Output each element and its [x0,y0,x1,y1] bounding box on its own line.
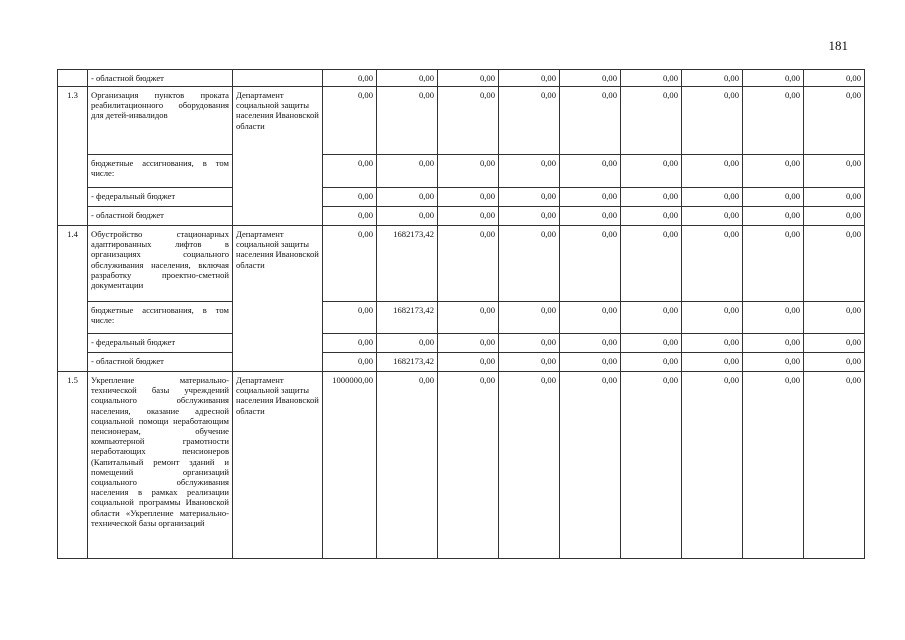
value-cell: 0,00 [804,207,865,226]
value-cell: 0,00 [499,353,560,372]
value-cell: 0,00 [682,372,743,559]
value-cell: 0,00 [743,70,804,87]
value-cell: 0,00 [804,302,865,334]
value-cell: 0,00 [377,372,438,559]
value-cell: 0,00 [438,87,499,155]
table-row [58,155,865,188]
row-department [233,70,323,87]
value-cell: 0,00 [499,226,560,302]
table-row [58,302,865,334]
value-cell: 0,00 [804,226,865,302]
value-cell: 0,00 [499,155,560,188]
value-cell: 0,00 [323,353,377,372]
value-cell: 0,00 [743,87,804,155]
value-cell: 1682173,42 [377,353,438,372]
table-row [58,87,865,155]
value-cell: 0,00 [323,207,377,226]
value-cell: 0,00 [438,155,499,188]
value-cell: 0,00 [499,302,560,334]
value-cell: 0,00 [804,188,865,207]
value-cell: 0,00 [621,372,682,559]
row-department: Департамент социальной защиты населения Ивановской области [233,372,323,559]
row-description: Обустройство стационарных адаптированных лифтов в организациях социального обслуживания населения, включая разработку проектно-сметной документации [88,226,233,302]
value-cell: 0,00 [438,188,499,207]
value-cell: 0,00 [499,87,560,155]
page-number: 181 [828,38,848,53]
value-cell: 0,00 [560,226,621,302]
value-cell: 0,00 [560,334,621,353]
value-cell: 0,00 [804,334,865,353]
value-cell: 0,00 [743,334,804,353]
value-cell: 0,00 [804,372,865,559]
value-cell: 0,00 [682,302,743,334]
row-description: Укрепление материально-технической базы учреждений социального обслуживания населения, оказание адресной социальной помощи неработающим пенсионерам, обучение компьютерной грамотности неработающих пенсионеров (Капитальный ремонт зданий и помещений организаций социального обслуживания населения в рамках реализации социальной программы Ивановской области «Укрепление материально-технической базы организаций [88,372,233,559]
value-cell: 0,00 [323,70,377,87]
value-cell: 0,00 [804,155,865,188]
row-description: - областной бюджет [88,70,233,87]
value-cell: 0,00 [560,70,621,87]
value-cell: 1682173,42 [377,302,438,334]
row-description: - федеральный бюджет [88,334,233,353]
value-cell: 0,00 [743,226,804,302]
row-number-cell: 1.4 [58,226,88,372]
row-department: Департамент социальной защиты населения Ивановской области [233,226,323,372]
value-cell: 0,00 [682,226,743,302]
value-cell: 0,00 [377,155,438,188]
row-number-cell [58,70,88,87]
row-department: Департамент социальной защиты населения Ивановской области [233,87,323,226]
value-cell: 0,00 [743,155,804,188]
value-cell: 0,00 [621,70,682,87]
value-cell: 0,00 [560,207,621,226]
value-cell: 0,00 [438,353,499,372]
row-number-cell: 1.5 [58,372,88,559]
row-description: бюджетные ассигнования, в том числе: [88,155,233,188]
table-row [58,334,865,353]
value-cell: 0,00 [743,188,804,207]
value-cell: 1000000,00 [323,372,377,559]
value-cell: 1682173,42 [377,226,438,302]
table-row [58,226,865,302]
value-cell: 0,00 [438,70,499,87]
row-number-cell: 1.3 [58,87,88,226]
value-cell: 0,00 [682,87,743,155]
value-cell: 0,00 [682,353,743,372]
value-cell: 0,00 [621,353,682,372]
value-cell: 0,00 [804,353,865,372]
value-cell: 0,00 [804,87,865,155]
row-description: бюджетные ассигнования, в том числе: [88,302,233,334]
value-cell: 0,00 [560,188,621,207]
row-description: - областной бюджет [88,353,233,372]
row-description: - федеральный бюджет [88,188,233,207]
value-cell: 0,00 [560,87,621,155]
value-cell: 0,00 [621,302,682,334]
value-cell: 0,00 [621,155,682,188]
value-cell: 0,00 [682,155,743,188]
value-cell: 0,00 [377,207,438,226]
value-cell: 0,00 [682,70,743,87]
value-cell: 0,00 [621,334,682,353]
value-cell: 0,00 [560,372,621,559]
row-description: Организация пунктов проката реабилитационного оборудования для детей-инвалидов [88,87,233,155]
value-cell: 0,00 [323,87,377,155]
value-cell: 0,00 [560,302,621,334]
value-cell: 0,00 [560,353,621,372]
value-cell: 0,00 [323,226,377,302]
value-cell: 0,00 [621,226,682,302]
value-cell: 0,00 [621,188,682,207]
table-row [58,207,865,226]
row-description: - областной бюджет [88,207,233,226]
value-cell: 0,00 [621,87,682,155]
value-cell: 0,00 [560,155,621,188]
value-cell: 0,00 [743,302,804,334]
value-cell: 0,00 [682,188,743,207]
value-cell: 0,00 [323,302,377,334]
value-cell: 0,00 [438,372,499,559]
value-cell: 0,00 [499,334,560,353]
value-cell: 0,00 [682,207,743,226]
value-cell: 0,00 [377,70,438,87]
table-row [58,372,865,559]
value-cell: 0,00 [682,334,743,353]
value-cell: 0,00 [499,372,560,559]
value-cell: 0,00 [743,372,804,559]
table-row [58,353,865,372]
value-cell: 0,00 [377,334,438,353]
value-cell: 0,00 [499,70,560,87]
value-cell: 0,00 [804,70,865,87]
value-cell: 0,00 [438,226,499,302]
value-cell: 0,00 [323,155,377,188]
budget-table [57,69,865,559]
value-cell: 0,00 [377,188,438,207]
value-cell: 0,00 [377,87,438,155]
value-cell: 0,00 [438,302,499,334]
value-cell: 0,00 [621,207,682,226]
table-row [58,70,865,87]
value-cell: 0,00 [743,353,804,372]
value-cell: 0,00 [438,207,499,226]
value-cell: 0,00 [323,334,377,353]
value-cell: 0,00 [438,334,499,353]
value-cell: 0,00 [743,207,804,226]
value-cell: 0,00 [499,207,560,226]
value-cell: 0,00 [323,188,377,207]
value-cell: 0,00 [499,188,560,207]
table-row [58,188,865,207]
